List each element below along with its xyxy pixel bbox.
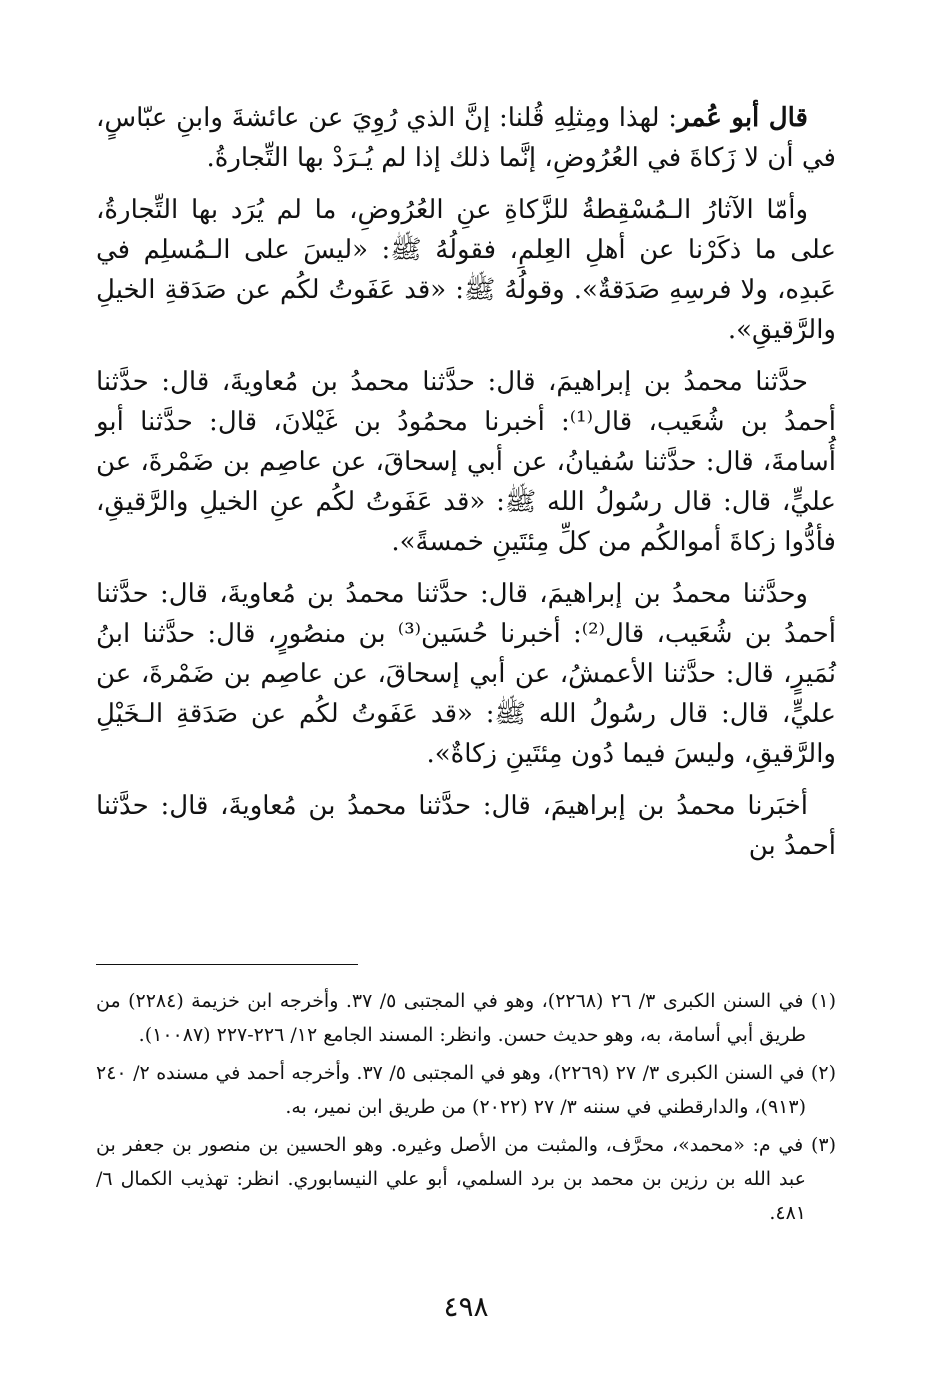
paragraph-1 — [96, 98, 836, 178]
page-number: ٤٩٨ — [443, 1290, 489, 1323]
footnote-2: (٢) في السنن الكبرى ٣/ ٢٧ (٢٢٦٩)، وهو في المجتبى ٥/ ٣٧. وأخرجه أحمد في مسنده ٢/ ٢٤٠ (٩١٣)، والدارقطني في سننه ٣/ ٢٧ (٢٠٢٢) من طريق ابن نمير، به. — [96, 1062, 836, 1118]
footnotes — [96, 984, 836, 1234]
main-text — [96, 98, 836, 878]
footnote-1: (١) في السنن الكبرى ٣/ ٢٦ (٢٢٦٨)، وهو في المجتبى ٥/ ٣٧. وأخرجه ابن خزيمة (٢٢٨٤) من طريق أبي أسامة، به، وهو حديث حسن. وانظر: المسند الجامع ١٢/ ٢٢٦-٢٢٧ (١٠٠٨٧). — [96, 990, 836, 1046]
paragraph-2: وأمّا الآثارُ الـمُسْقِطةُ للزَّكاةِ عنِ العُرُوضِ، ما لم يُرَد بها التِّجارةُ، على ما ذكَرْنا عن أهلِ العِلمِ، فقولُهُ ﷺ: «ليسَ على الـمُسلِم في عَبدِه، ولا فرسِهِ صَدَقةٌ». وقولُهُ ﷺ: «قد عَفَوتُ لكُم عن صَدَقةِ الخيلِ والرَّقيقِ». — [96, 195, 836, 345]
paragraph-1-lead: قال أبو عُمر — [677, 103, 808, 133]
paragraph-1-text: : لهذا ومِثلِهِ قُلنا: إنَّ الذي رُوِيَ عن عائشةَ وابنِ عبّاسٍ، في أن لا زَكاةَ في العُرُوضِ، إنَّما ذلك إذا لم يُـرَدْ بها التِّجارةُ. — [96, 103, 836, 173]
footnote-3: (٣) في م: «محمد»، محرَّف، والمثبت من الأصل وغيره. وهو الحسين بن منصور بن جعفر بن عبد الله بن رزين بن محمد بن برد السلمي، أبو علي النيسابوري. انظر: تهذيب الكمال ٦/ ٤٨١. — [96, 1134, 836, 1224]
paragraph-4: وحدَّثنا محمدُ بن إبراهيمَ، قال: حدَّثنا محمدُ بن مُعاويةَ، قال: حدَّثنا أحمدُ بن شُعَيب، قال⁽²⁾: أخبرنا حُسَين⁽³⁾ بن منصُورٍ، قال: حدَّثنا ابنُ نُمَيرٍ، قال: حدَّثنا الأعمشُ، عن أبي إسحاقَ، عن عاصِم بن ضَمْرةَ، عن عليٍّ، قال: قال رسُولُ الله ﷺ: «قد عَفَوتُ لكُم عن صَدَقةِ الـخَيْلِ والرَّقيقِ، وليسَ فيما دُون مِئتَينِ زكاةٌ». — [96, 579, 836, 769]
footnote-separator — [96, 964, 358, 965]
paragraph-5: أخبَرنا محمدُ بن إبراهيمَ، قال: حدَّثنا محمدُ بن مُعاويةَ، قال: حدَّثنا أحمدُ بن — [96, 791, 836, 861]
paragraph-3: حدَّثنا محمدُ بن إبراهيمَ، قال: حدَّثنا محمدُ بن مُعاويةَ، قال: حدَّثنا أحمدُ بن شُعَيب، قال⁽¹⁾: أخبرنا محمُودُ بن غَيْلانَ، قال: حدَّثنا أبو أُسامةَ، قال: حدَّثنا سُفيانُ، عن أبي إسحاقَ، عن عاصِم بن ضَمْرةَ، عن عليٍّ، قال: قال رسُولُ الله ﷺ: «قد عَفَوتُ لكُم عنِ الخيلِ والرَّقيقِ، فأدُّوا زكاةَ أموالكُم من كلِّ مِئتَينِ خمسةً». — [96, 367, 836, 557]
